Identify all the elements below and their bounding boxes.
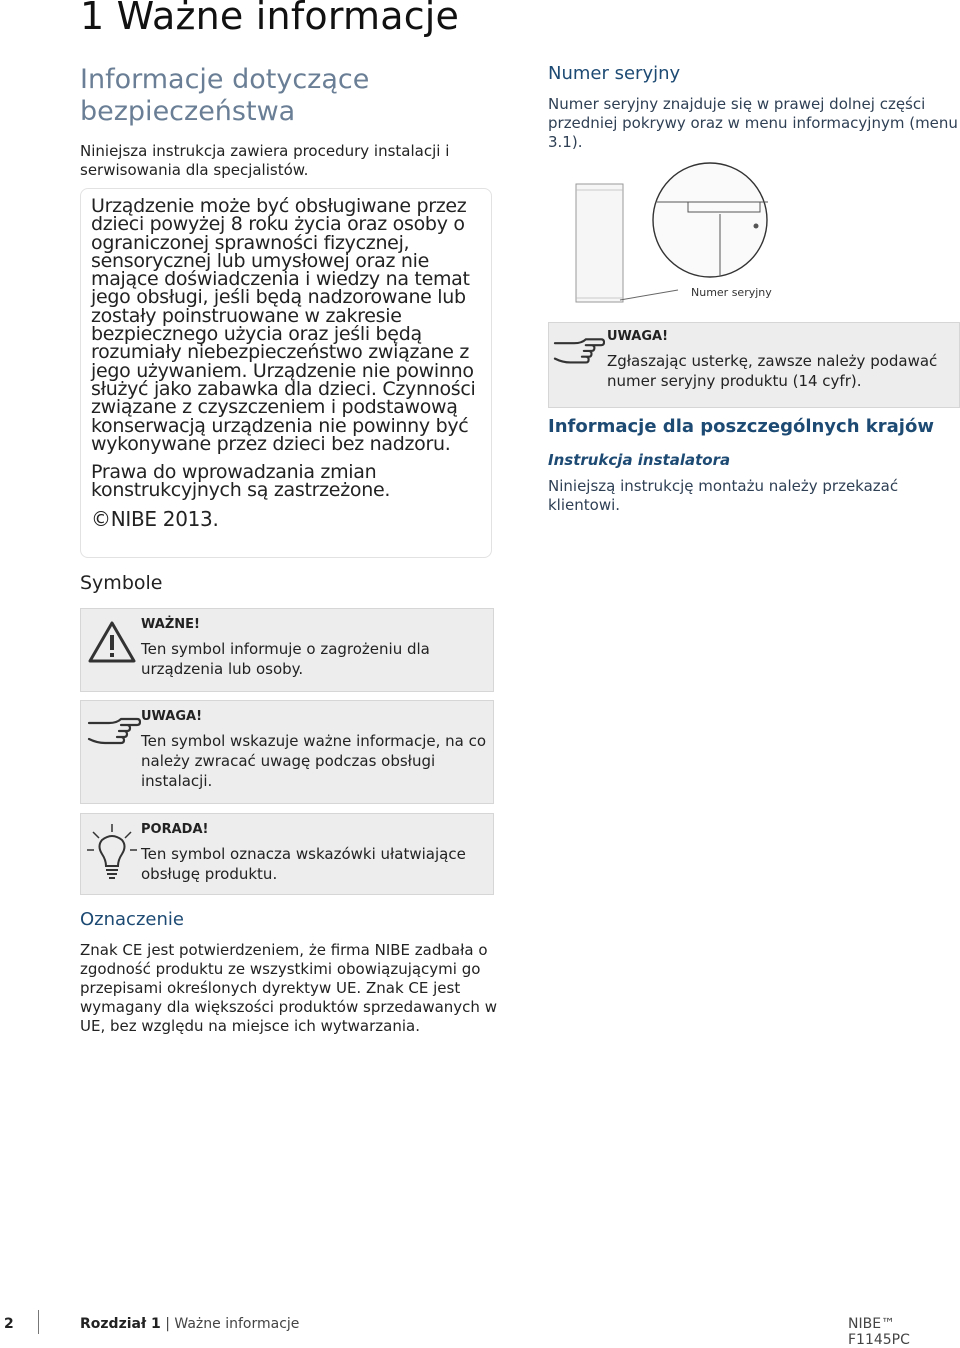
page-number: 2 bbox=[4, 1316, 14, 1332]
country-subheading: Instrukcja instalatora bbox=[548, 451, 731, 469]
symbols-heading: Symbole bbox=[80, 572, 163, 594]
pointing-hand-icon bbox=[87, 709, 137, 759]
intro-text: Niniejsza instrukcja zawiera procedury instalacji i serwisowania dla specjalistów. bbox=[80, 142, 450, 179]
symbol-tip-text: Ten symbol oznacza wskazówki ułatwiające obsługę produktu. bbox=[141, 845, 466, 883]
symbol-important-text: Ten symbol informuje o zagrożeniu dla urządzenia lub osoby. bbox=[141, 640, 430, 678]
safety-notice-text bbox=[91, 195, 491, 531]
footer-product-name: NIBE™ F1145PC bbox=[848, 1316, 910, 1348]
symbol-note-box bbox=[80, 700, 494, 804]
country-heading: Informacje dla poszczególnych krajów bbox=[548, 416, 934, 437]
serial-note-title: UWAGA! bbox=[607, 329, 669, 344]
safety-copyright-note: Prawa do wprowadzania zmian konstrukcyjnych są zastrzeżone. bbox=[91, 461, 391, 502]
footer-divider bbox=[38, 1310, 39, 1334]
light-bulb-icon bbox=[87, 822, 137, 872]
marking-text: Znak CE jest potwierdzeniem, że firma NIBE zadbała o zgodność produktu ze wszystkimi obowiązującymi go przepisami określonych dyrektyw UE. Znak CE jest wymagany dla większości produktów sprzedawanych w UE, bez względu na miejsce ich wytwarzania. bbox=[80, 941, 497, 1035]
safety-heading: Informacje dotyczące bezpieczeństwa bbox=[80, 64, 370, 127]
footer-chapter-number: Rozdział 1 bbox=[80, 1316, 161, 1332]
symbol-tip-title: PORADA! bbox=[141, 822, 209, 837]
symbol-note-text: Ten symbol wskazuje ważne informacje, na co należy zwracać uwagę podczas obsługi instalacji. bbox=[141, 732, 487, 790]
footer-separator: | bbox=[165, 1316, 170, 1332]
nibe-copyright: ©NIBE 2013. bbox=[91, 506, 219, 531]
serial-heading: Numer seryjny bbox=[548, 63, 681, 84]
symbol-tip-box bbox=[80, 813, 494, 895]
serial-number-label: Numer seryjny bbox=[691, 286, 772, 299]
footer-product bbox=[848, 1316, 960, 1348]
page-title: 1 Ważne informacje bbox=[80, 0, 460, 38]
warning-triangle-icon bbox=[87, 617, 137, 667]
marking-heading: Oznaczenie bbox=[80, 909, 184, 930]
pointing-hand-icon bbox=[553, 329, 605, 373]
symbol-important-title: WAŻNE! bbox=[141, 617, 200, 632]
symbol-important-box bbox=[80, 608, 494, 692]
footer-chapter-title: Ważne informacje bbox=[174, 1316, 300, 1332]
serial-note-box bbox=[548, 322, 960, 408]
safety-notice-box bbox=[80, 188, 492, 558]
serial-text: Numer seryjny znajduje się w prawej dolnej części przedniej pokrywy oraz w menu informacyjnym (menu 3.1). bbox=[548, 95, 958, 151]
symbol-note-title: UWAGA! bbox=[141, 709, 203, 724]
serial-note-text: Zgłaszając usterkę, zawsze należy podawać numer seryjny produktu (14 cyfr). bbox=[607, 352, 938, 390]
country-text: Niniejszą instrukcję montażu należy przekazać klientowi. bbox=[548, 477, 899, 514]
footer-chapter bbox=[80, 1316, 299, 1332]
serial-number-figure bbox=[560, 160, 800, 310]
safety-notice-body: Urządzenie może być obsługiwane przez dzieci powyżej 8 roku życia oraz osoby o ograniczonej sprawności fizycznej, sensorycznej lub umysłowej oraz nie mające doświadczenia i wiedzy na temat jego obsługi, jeśli będą nadzorowane lub zostały poinstruowane w zakresie bezpiecznego użycia oraz jeśli będą rozumiały niebezpieczeństwo związane z jego używaniem. Urządzenie nie powinno służyć jako zabawka dla dzieci. Czynności związane z czyszczeniem i podstawową konserwacją urządzenia nie powinny być wykonywane przez dzieci bez nadzoru. bbox=[91, 195, 476, 455]
